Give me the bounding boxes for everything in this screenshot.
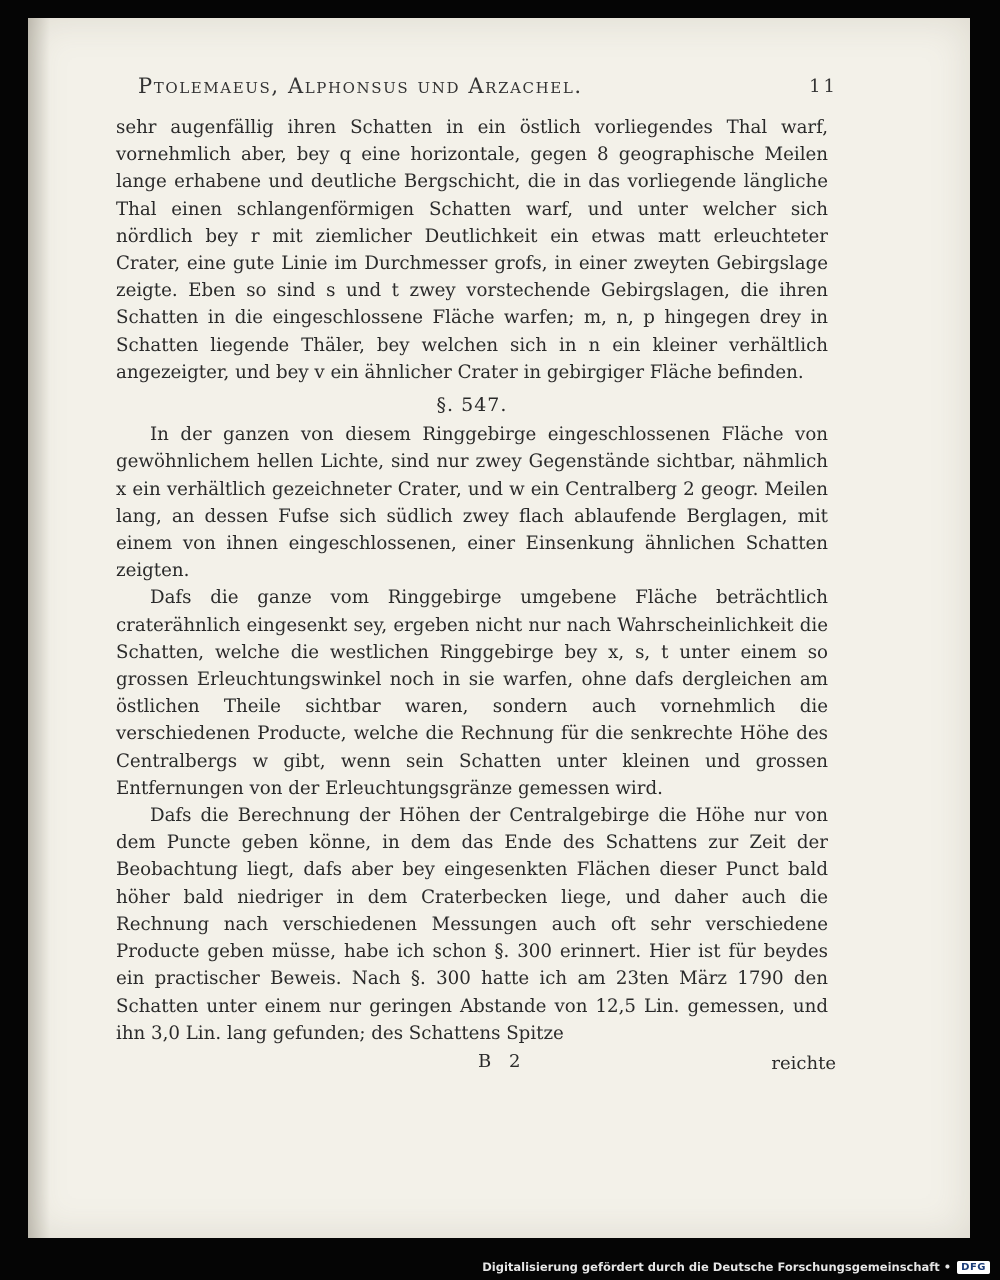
catchword: reichte: [771, 1052, 836, 1074]
running-title: Ptolemaeus, Alphonsus und Arzachel.: [138, 74, 583, 98]
gutter-shadow: [28, 18, 50, 1238]
book-page: [28, 18, 970, 1238]
page-number: 11: [809, 76, 838, 97]
paragraph: In der ganzen von diesem Ringgebirge eingeschlossenen Fläche von gewöhnlichem hellen Lichte, sind nur zwey Gegenstände sichtbar, nähmlich x ein verhältlich gezeichneter Crater, und w ein Centralberg 2 geogr. Meilen lang, an dessen Fufse sich südlich zwey flach ablaufende Berglagen, mit einem von ihnen eingeschlossenen, einer Einsenkung ähnlichen Schatten zeigten.: [116, 424, 828, 582]
dfg-banner: [482, 1260, 990, 1274]
dfg-banner-text: Digitalisierung gefördert durch die Deutsche Forschungsgemeinschaft •: [482, 1260, 952, 1274]
paragraph: Dafs die Berechnung der Höhen der Centralgebirge die Höhe nur von dem Puncte geben könne, in dem das Ende des Schattens zur Zeit der Beobachtung liegt, dafs aber bey eingesenkten Flächen dieser Punct bald höher bald niedriger in dem Craterbecken liege, und daher auch die Rechnung nach verschiedenen Messungen auch oft sehr verschiedene Producte geben müsse, habe ich schon §. 300 erinnert. Hier ist für beydes ein practischer Beweis. Nach §. 300 hatte ich am 23ten März 1790 den Schatten unter einem nur geringen Abstande von 12,5 Lin. gemessen, und ihn 3,0 Lin. lang gefunden; des Schattens Spitze: [116, 805, 828, 1044]
dfg-logo-icon: DFG: [957, 1261, 990, 1274]
running-head: [116, 70, 838, 110]
page-footer: [116, 1049, 836, 1079]
section-heading: §. 547.: [436, 394, 508, 417]
signature-mark: B 2: [478, 1050, 527, 1072]
paragraph-continued: sehr augenfällig ihren Schatten in ein östlich vorliegendes Thal warf, vornehmlich aber, bey q eine horizontale, gegen 8 geographische Meilen lange erhabene und deutliche Bergschicht, die in das vorliegende längliche Thal einen schlangenförmigen Schatten warf, und unter welcher sich nördlich bey r mit ziemlicher Deutlichkeit ein etwas matt erleuchteter Crater, eine gute Linie im Durchmesser grofs, in einer zweyten Gebirgslage zeigte. Eben so sind s und t zwey vorstechende Gebirgslagen, die ihren Schatten in die eingeschlossene Fläche warfen; m, n, p hingegen drey in Schatten liegende Thäler, bey welchen sich in n ein kleiner verhältlich angezeigter, und bey v ein ähnlicher Crater in gebirgiger Fläche befinden.: [116, 117, 828, 383]
paragraph: Dafs die ganze vom Ringgebirge umgebene Fläche beträchtlich craterähnlich eingesenkt sey, ergeben nicht nur nach Wahrscheinlichkeit die Schatten, welche die westlichen Ringgebirge bey x, s, t unter einem so grossen Erleuchtungswinkel noch in sie warfen, ohne dafs dergleichen am östlichen Theile sichtbar waren, sondern auch vornehmlich die verschiedenen Producte, welche die Rechnung für die senkrechte Höhe des Centralbergs w gibt, wenn sein Schatten unter kleinen und grossen Entfernungen von der Erleuchtungsgränze gemessen wird.: [116, 587, 828, 799]
body-text: [116, 114, 828, 1047]
text-block: [116, 70, 838, 1079]
